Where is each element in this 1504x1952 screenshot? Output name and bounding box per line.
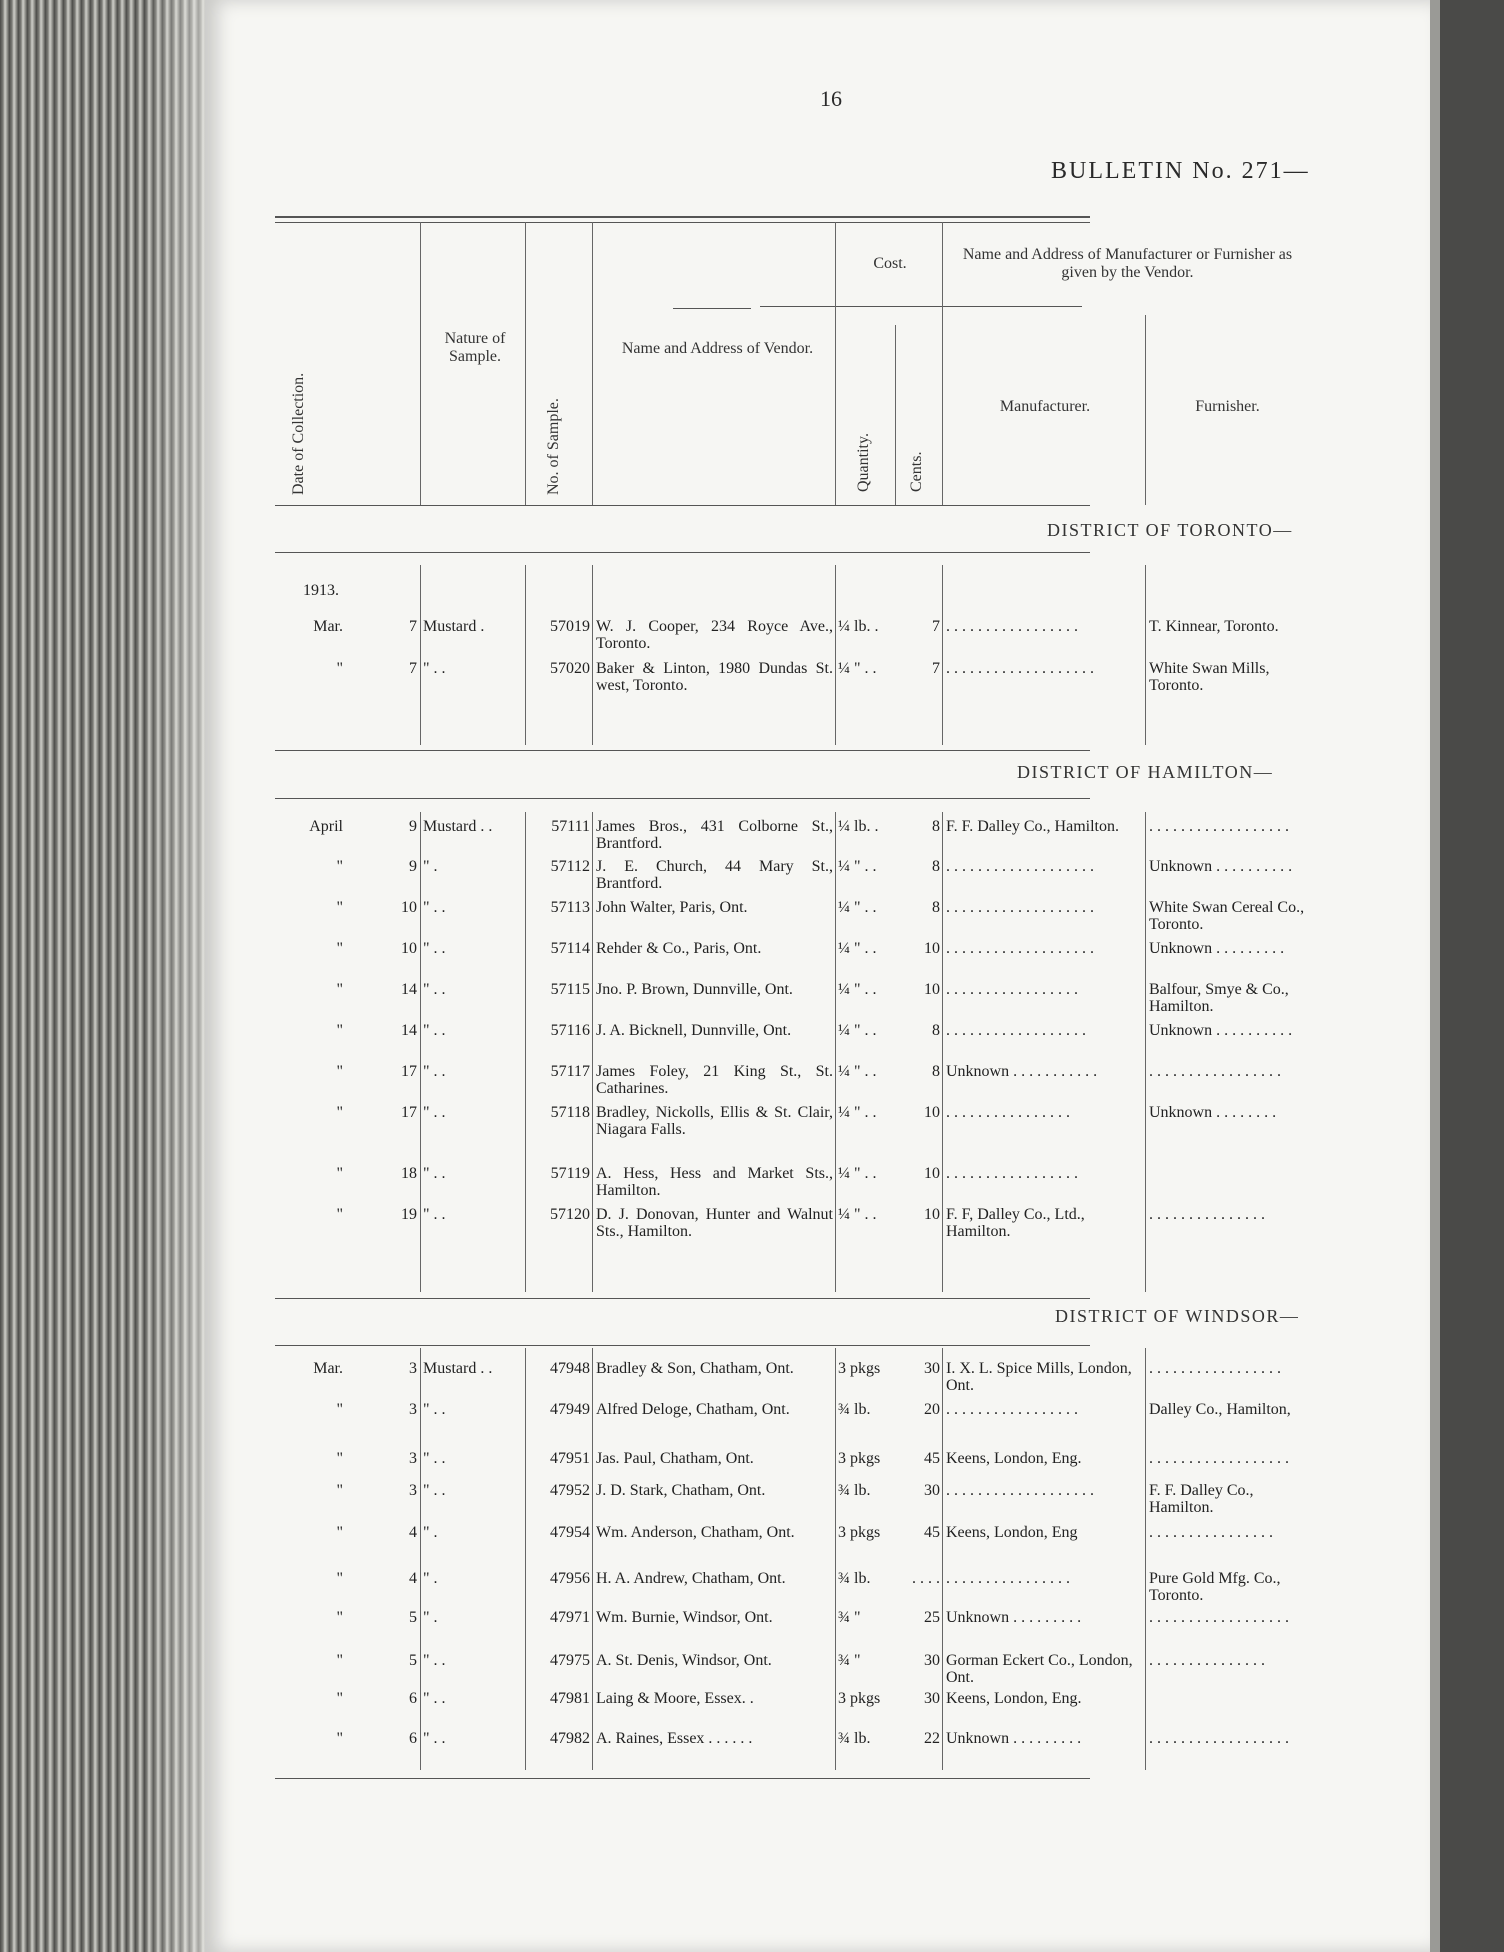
- district-windsor: DISTRICT OF WINDSOR—: [1055, 1306, 1300, 1326]
- col-rule: [895, 325, 896, 505]
- windsor-nature-cell: " .: [423, 1570, 438, 1587]
- toronto-nature-cell: Mustard .: [423, 618, 485, 635]
- windsor-no-cell: 47975: [550, 1652, 590, 1669]
- windsor-manufacturer-cell: . . . . . . . . . . . . . . . . .: [946, 1401, 1078, 1418]
- windsor-qty-cell: 3 pkgs: [838, 1450, 881, 1467]
- hamilton-day-cell: 17: [401, 1063, 417, 1080]
- toronto-month-cell: ": [336, 660, 343, 677]
- hamilton-no-cell: 57117: [550, 1063, 590, 1080]
- hamilton-manufacturer-cell: . . . . . . . . . . . . . . . . . . .: [946, 899, 1094, 916]
- windsor-qty-cell: ¾ lb.: [838, 1482, 871, 1499]
- hamilton-month-cell: ": [336, 1022, 343, 1039]
- windsor-month-cell: ": [336, 1401, 343, 1418]
- toronto-manufacturer-cell: . . . . . . . . . . . . . . . . .: [946, 618, 1078, 635]
- book-page-edges: [0, 0, 205, 1952]
- hamilton-no-cell: 57114: [550, 940, 590, 957]
- hamilton-manufacturer-cell: . . . . . . . . . . . . . . . . . . .: [946, 858, 1094, 875]
- hamilton-nature-cell: " . .: [423, 1165, 446, 1182]
- windsor-vendor-cell: A. St. Denis, Windsor, Ont.: [596, 1652, 772, 1669]
- col-rule: [420, 222, 421, 505]
- hamilton-cents-cell: 8: [932, 1022, 940, 1039]
- toronto-furnisher-cell: T. Kinnear, Toronto.: [1149, 618, 1279, 635]
- header-quantity: Quantity.: [855, 433, 872, 492]
- windsor-nature-cell: " . .: [423, 1652, 446, 1669]
- col-rule: [592, 1348, 593, 1770]
- hamilton-no-cell: 57119: [550, 1165, 590, 1182]
- windsor-cents-cell: 25: [924, 1609, 940, 1626]
- hamilton-qty-cell: ¼ " . .: [838, 940, 877, 957]
- windsor-manufacturer-cell: . . . . . . . . . . . . . . . .: [946, 1570, 1070, 1587]
- windsor-no-cell: 47981: [550, 1690, 590, 1707]
- windsor-vendor-cell: Wm. Burnie, Windsor, Ont.: [596, 1609, 773, 1626]
- header-furnisher: Furnisher.: [1195, 398, 1260, 415]
- windsor-cents-cell: 45: [924, 1450, 940, 1467]
- hamilton-vendor-cell: Bradley, Nickolls, Ellis & St. Clair, Niagara Falls.: [596, 1104, 833, 1138]
- col-rule: [942, 1348, 943, 1770]
- col-rule: [420, 565, 421, 745]
- windsor-month-cell: ": [336, 1652, 343, 1669]
- hamilton-day-cell: 10: [401, 899, 417, 916]
- windsor-day-cell: 3: [409, 1482, 417, 1499]
- windsor-nature-cell: " . .: [423, 1450, 446, 1467]
- header-number: No. of Sample.: [545, 398, 562, 495]
- windsor-month-cell: Mar.: [313, 1360, 343, 1377]
- hamilton-furnisher-cell: . . . . . . . . . . . . . . . . .: [1149, 1063, 1281, 1080]
- col-rule: [525, 222, 526, 505]
- hamilton-cents-cell: 10: [924, 981, 940, 998]
- windsor-vendor-cell: H. A. Andrew, Chatham, Ont.: [596, 1570, 786, 1587]
- district-hamilton: DISTRICT OF HAMILTON—: [1017, 762, 1274, 782]
- toronto-vendor-cell: W. J. Cooper, 234 Royce Ave., Toronto.: [596, 618, 833, 652]
- windsor-day-cell: 5: [409, 1609, 417, 1626]
- windsor-day-cell: 3: [409, 1450, 417, 1467]
- header-bottom-rule: [275, 505, 1090, 506]
- hamilton-cents-cell: 10: [924, 1104, 940, 1121]
- document-page: [205, 0, 1430, 1952]
- hamilton-month-cell: ": [336, 1165, 343, 1182]
- windsor-cents-cell: 30: [924, 1360, 940, 1377]
- col-rule: [1145, 565, 1146, 745]
- col-rule: [420, 812, 421, 1292]
- toronto-qty-cell: ¼ " . .: [838, 660, 877, 677]
- hamilton-cents-cell: 8: [932, 818, 940, 835]
- windsor-no-cell: 47954: [550, 1524, 590, 1541]
- windsor-no-cell: 47952: [550, 1482, 590, 1499]
- col-rule: [592, 812, 593, 1292]
- windsor-nature-cell: " . .: [423, 1690, 446, 1707]
- hamilton-nature-cell: " .: [423, 858, 438, 875]
- col-rule: [592, 222, 593, 505]
- page-number: 16: [820, 86, 842, 111]
- hamilton-furnisher-cell: . . . . . . . . . . . . . . .: [1149, 1206, 1265, 1223]
- hamilton-manufacturer-cell: F. F. Dalley Co., Hamilton.: [946, 818, 1119, 835]
- hamilton-furnisher-cell: Unknown . . . . . . . . . .: [1149, 1022, 1293, 1039]
- windsor-manufacturer-cell: Unknown . . . . . . . . .: [946, 1730, 1082, 1747]
- hamilton-manufacturer-cell: . . . . . . . . . . . . . . . . .: [946, 1165, 1078, 1182]
- hamilton-cents-cell: 10: [924, 1206, 940, 1223]
- district-toronto: DISTRICT OF TORONTO—: [1047, 520, 1293, 540]
- windsor-top-rule: [275, 1298, 1090, 1299]
- col-rule: [942, 222, 943, 505]
- toronto-rule: [275, 552, 1090, 553]
- hamilton-no-cell: 57113: [550, 899, 590, 916]
- windsor-furnisher-cell: . . . . . . . . . . . . . . . . . .: [1149, 1609, 1289, 1626]
- windsor-furnisher-cell: . . . . . . . . . . . . . . . . . .: [1149, 1450, 1289, 1467]
- windsor-qty-cell: ¾ ": [838, 1652, 861, 1669]
- windsor-vendor-cell: A. Raines, Essex . . . . . .: [596, 1730, 753, 1747]
- hamilton-furnisher-cell: Balfour, Smye & Co., Hamilton.: [1149, 981, 1289, 1015]
- windsor-nature-cell: Mustard . .: [423, 1360, 493, 1377]
- windsor-manufacturer-cell: Keens, London, Eng.: [946, 1450, 1082, 1467]
- hamilton-qty-cell: ¼ " . .: [838, 1022, 877, 1039]
- toronto-manufacturer-cell: . . . . . . . . . . . . . . . . . . .: [946, 660, 1094, 677]
- windsor-day-cell: 3: [409, 1360, 417, 1377]
- toronto-furnisher-cell: White Swan Mills, Toronto.: [1149, 660, 1270, 694]
- col-rule: [1145, 1348, 1146, 1770]
- hamilton-nature-cell: Mustard . .: [423, 818, 493, 835]
- windsor-no-cell: 47949: [550, 1401, 590, 1418]
- windsor-day-cell: 6: [409, 1730, 417, 1747]
- hamilton-manufacturer-cell: Unknown . . . . . . . . . . .: [946, 1063, 1098, 1080]
- toronto-month-cell: Mar.: [313, 618, 343, 635]
- toronto-no-cell: 57020: [550, 660, 590, 677]
- windsor-no-cell: 47982: [550, 1730, 590, 1747]
- hamilton-qty-cell: ¼ lb. .: [838, 818, 879, 835]
- hamilton-no-cell: 57115: [550, 981, 590, 998]
- table-bottom-rule: [275, 1778, 1090, 1779]
- toronto-cents-cell: 7: [932, 618, 940, 635]
- hamilton-manufacturer-cell: . . . . . . . . . . . . . . . . .: [946, 981, 1078, 998]
- hamilton-cents-cell: 8: [932, 858, 940, 875]
- windsor-rule: [275, 1345, 1090, 1346]
- hamilton-manufacturer-cell: . . . . . . . . . . . . . . . .: [946, 1104, 1070, 1121]
- windsor-furnisher-cell: . . . . . . . . . . . . . . . . . .: [1149, 1730, 1289, 1747]
- windsor-qty-cell: 3 pkgs: [838, 1360, 881, 1377]
- hamilton-rule: [275, 798, 1090, 799]
- windsor-month-cell: ": [336, 1730, 343, 1747]
- windsor-vendor-cell: Bradley & Son, Chatham, Ont.: [596, 1360, 794, 1377]
- header-cost: Cost.: [873, 255, 907, 272]
- hamilton-no-cell: 57118: [550, 1104, 590, 1121]
- hamilton-furnisher-cell: Unknown . . . . . . . . . .: [1149, 858, 1293, 875]
- hamilton-nature-cell: " . .: [423, 899, 446, 916]
- windsor-nature-cell: " .: [423, 1524, 438, 1541]
- hamilton-month-cell: April: [309, 818, 343, 835]
- hamilton-qty-cell: ¼ " . .: [838, 981, 877, 998]
- table-top-rule-2: [275, 222, 1090, 223]
- windsor-cents-cell: 30: [924, 1690, 940, 1707]
- windsor-manufacturer-cell: Gorman Eckert Co., London, Ont.: [946, 1652, 1133, 1686]
- hamilton-vendor-cell: James Foley, 21 King St., St. Catharines.: [596, 1063, 833, 1097]
- windsor-nature-cell: " . .: [423, 1482, 446, 1499]
- table-top-rule: [275, 216, 1090, 218]
- hamilton-furnisher-cell: Unknown . . . . . . . .: [1149, 1104, 1277, 1121]
- windsor-month-cell: ": [336, 1450, 343, 1467]
- hamilton-top-rule: [275, 750, 1090, 751]
- windsor-furnisher-cell: Pure Gold Mfg. Co., Toronto.: [1149, 1570, 1281, 1604]
- windsor-month-cell: ": [336, 1524, 343, 1541]
- toronto-cents-cell: 7: [932, 660, 940, 677]
- col-rule: [942, 565, 943, 745]
- hamilton-nature-cell: " . .: [423, 1206, 446, 1223]
- hamilton-vendor-cell: A. Hess, Hess and Market Sts., Hamilton.: [596, 1165, 833, 1199]
- hamilton-manufacturer-cell: F. F, Dalley Co., Ltd., Hamilton.: [946, 1206, 1085, 1240]
- col-rule: [835, 565, 836, 745]
- windsor-month-cell: ": [336, 1690, 343, 1707]
- toronto-no-cell: 57019: [550, 618, 590, 635]
- hamilton-vendor-cell: James Bros., 431 Colborne St., Brantford.: [596, 818, 833, 852]
- cost-rule: [673, 308, 751, 309]
- hamilton-vendor-cell: John Walter, Paris, Ont.: [596, 899, 748, 916]
- header-cents: Cents.: [908, 451, 925, 492]
- hamilton-nature-cell: " . .: [423, 1063, 446, 1080]
- hamilton-nature-cell: " . .: [423, 940, 446, 957]
- windsor-manufacturer-cell: . . . . . . . . . . . . . . . . . . .: [946, 1482, 1094, 1499]
- col-rule: [525, 565, 526, 745]
- windsor-manufacturer-cell: Keens, London, Eng: [946, 1524, 1078, 1541]
- col-rule: [1145, 812, 1146, 1292]
- windsor-qty-cell: 3 pkgs: [838, 1524, 881, 1541]
- hamilton-cents-cell: 10: [924, 1165, 940, 1182]
- col-rule: [525, 1348, 526, 1770]
- hamilton-qty-cell: ¼ " . .: [838, 1165, 877, 1182]
- hamilton-vendor-cell: Rehder & Co., Paris, Ont.: [596, 940, 762, 957]
- windsor-vendor-cell: Alfred Deloge, Chatham, Ont.: [596, 1401, 790, 1418]
- hamilton-month-cell: ": [336, 981, 343, 998]
- windsor-manufacturer-cell: Keens, London, Eng.: [946, 1690, 1082, 1707]
- hamilton-month-cell: ": [336, 1206, 343, 1223]
- windsor-month-cell: ": [336, 1609, 343, 1626]
- windsor-vendor-cell: Wm. Anderson, Chatham, Ont.: [596, 1524, 795, 1541]
- hamilton-furnisher-cell: . . . . . . . . . . . . . . . . . .: [1149, 818, 1289, 835]
- windsor-vendor-cell: Laing & Moore, Essex. .: [596, 1690, 754, 1707]
- hamilton-qty-cell: ¼ " . .: [838, 1063, 877, 1080]
- col-rule: [835, 812, 836, 1292]
- col-rule: [420, 1348, 421, 1770]
- hamilton-cents-cell: 8: [932, 1063, 940, 1080]
- windsor-cents-cell: 30: [924, 1652, 940, 1669]
- toronto-day-cell: 7: [409, 618, 417, 635]
- hamilton-day-cell: 9: [409, 818, 417, 835]
- maker-rule: [760, 306, 1082, 307]
- toronto-nature-cell: " . .: [423, 660, 446, 677]
- hamilton-day-cell: 9: [409, 858, 417, 875]
- col-rule: [942, 812, 943, 1292]
- windsor-day-cell: 3: [409, 1401, 417, 1418]
- hamilton-no-cell: 57120: [550, 1206, 590, 1223]
- windsor-cents-cell: . . . .: [912, 1570, 940, 1587]
- windsor-nature-cell: " .: [423, 1609, 438, 1626]
- header-vendor: Name and Address of Vendor.: [621, 340, 814, 357]
- header-date: Date of Collection.: [290, 372, 307, 495]
- hamilton-day-cell: 10: [401, 940, 417, 957]
- hamilton-no-cell: 57116: [550, 1022, 590, 1039]
- windsor-day-cell: 4: [409, 1524, 417, 1541]
- windsor-furnisher-cell: . . . . . . . . . . . . . . . . .: [1149, 1360, 1281, 1377]
- hamilton-qty-cell: ¼ " . .: [838, 858, 877, 875]
- windsor-qty-cell: ¾ lb.: [838, 1570, 871, 1587]
- windsor-month-cell: ": [336, 1570, 343, 1587]
- windsor-cents-cell: 20: [924, 1401, 940, 1418]
- col-rule: [835, 222, 836, 505]
- hamilton-qty-cell: ¼ " . .: [838, 1104, 877, 1121]
- windsor-furnisher-cell: . . . . . . . . . . . . . . . .: [1149, 1524, 1273, 1541]
- col-rule: [1145, 315, 1146, 505]
- windsor-no-cell: 47948: [550, 1360, 590, 1377]
- windsor-qty-cell: ¾ ": [838, 1609, 861, 1626]
- scanner-background: [1430, 0, 1504, 1952]
- toronto-qty-cell: ¼ lb. .: [838, 618, 879, 635]
- header-nature: Nature of Sample.: [444, 330, 506, 365]
- hamilton-nature-cell: " . .: [423, 981, 446, 998]
- windsor-furnisher-cell: . . . . . . . . . . . . . . .: [1149, 1652, 1265, 1669]
- windsor-manufacturer-cell: Unknown . . . . . . . . .: [946, 1609, 1082, 1626]
- windsor-vendor-cell: J. D. Stark, Chatham, Ont.: [596, 1482, 766, 1499]
- hamilton-month-cell: ": [336, 899, 343, 916]
- hamilton-day-cell: 14: [401, 1022, 417, 1039]
- windsor-month-cell: ": [336, 1482, 343, 1499]
- hamilton-no-cell: 57111: [551, 818, 590, 835]
- windsor-day-cell: 5: [409, 1652, 417, 1669]
- windsor-no-cell: 47956: [550, 1570, 590, 1587]
- header-maker-group: Name and Address of Manufacturer or Furnisher as given by the Vendor.: [962, 246, 1293, 281]
- hamilton-cents-cell: 10: [924, 940, 940, 957]
- col-rule: [835, 1348, 836, 1770]
- hamilton-cents-cell: 8: [932, 899, 940, 916]
- windsor-furnisher-cell: F. F. Dalley Co., Hamilton.: [1149, 1482, 1254, 1516]
- hamilton-vendor-cell: D. J. Donovan, Hunter and Walnut Sts., Hamilton.: [596, 1206, 833, 1240]
- windsor-cents-cell: 30: [924, 1482, 940, 1499]
- hamilton-month-cell: ": [336, 1063, 343, 1080]
- hamilton-no-cell: 57112: [550, 858, 590, 875]
- hamilton-day-cell: 19: [401, 1206, 417, 1223]
- col-rule: [525, 812, 526, 1292]
- windsor-no-cell: 47951: [550, 1450, 590, 1467]
- hamilton-manufacturer-cell: . . . . . . . . . . . . . . . . . .: [946, 1022, 1086, 1039]
- windsor-qty-cell: 3 pkgs: [838, 1690, 881, 1707]
- windsor-furnisher-cell: Dalley Co., Hamilton,: [1149, 1401, 1291, 1418]
- bulletin-title: BULLETIN No. 271—: [1051, 158, 1310, 184]
- hamilton-nature-cell: " . .: [423, 1104, 446, 1121]
- col-rule: [592, 565, 593, 745]
- windsor-nature-cell: " . .: [423, 1730, 446, 1747]
- hamilton-month-cell: ": [336, 940, 343, 957]
- windsor-day-cell: 4: [409, 1570, 417, 1587]
- hamilton-qty-cell: ¼ " . .: [838, 1206, 877, 1223]
- hamilton-manufacturer-cell: . . . . . . . . . . . . . . . . . . .: [946, 940, 1094, 957]
- hamilton-day-cell: 14: [401, 981, 417, 998]
- hamilton-vendor-cell: Jno. P. Brown, Dunnville, Ont.: [596, 981, 793, 998]
- windsor-no-cell: 47971: [550, 1609, 590, 1626]
- windsor-manufacturer-cell: I. X. L. Spice Mills, London, Ont.: [946, 1360, 1132, 1394]
- hamilton-month-cell: ": [336, 858, 343, 875]
- hamilton-vendor-cell: J. E. Church, 44 Mary St., Brantford.: [596, 858, 833, 892]
- toronto-vendor-cell: Baker & Linton, 1980 Dundas St. west, Toronto.: [596, 660, 833, 694]
- hamilton-day-cell: 17: [401, 1104, 417, 1121]
- hamilton-vendor-cell: J. A. Bicknell, Dunnville, Ont.: [596, 1022, 792, 1039]
- windsor-nature-cell: " . .: [423, 1401, 446, 1418]
- toronto-day-cell: 7: [409, 660, 417, 677]
- header-manufacturer: Manufacturer.: [999, 398, 1091, 415]
- hamilton-month-cell: ": [336, 1104, 343, 1121]
- hamilton-furnisher-cell: White Swan Cereal Co., Toronto.: [1149, 899, 1305, 933]
- hamilton-qty-cell: ¼ " . .: [838, 899, 877, 916]
- windsor-cents-cell: 45: [924, 1524, 940, 1541]
- hamilton-nature-cell: " . .: [423, 1022, 446, 1039]
- windsor-cents-cell: 22: [924, 1730, 940, 1747]
- windsor-vendor-cell: Jas. Paul, Chatham, Ont.: [596, 1450, 754, 1467]
- hamilton-furnisher-cell: Unknown . . . . . . . . .: [1149, 940, 1285, 957]
- hamilton-day-cell: 18: [401, 1165, 417, 1182]
- windsor-day-cell: 6: [409, 1690, 417, 1707]
- windsor-qty-cell: ¾ lb.: [838, 1401, 871, 1418]
- year-label: 1913.: [303, 582, 339, 599]
- windsor-qty-cell: ¾ lb.: [838, 1730, 871, 1747]
